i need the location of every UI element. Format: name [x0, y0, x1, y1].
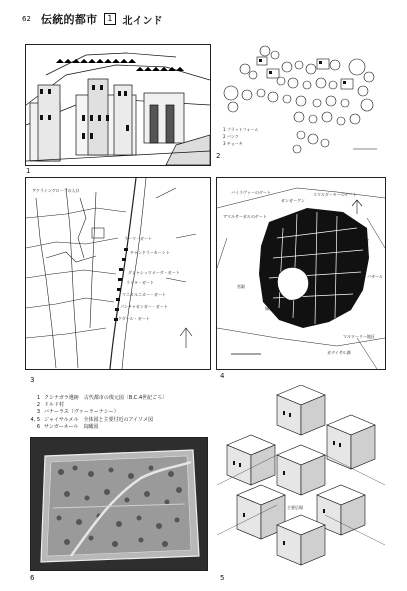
page-header: [22, 11, 163, 27]
figure-3-label-7: パンチャガンガー・ガート: [120, 304, 168, 309]
figure-1-number: 1: [26, 167, 31, 175]
figure-3-label-1: アクライングロープの入口: [32, 188, 80, 193]
caption-text: クシナガラ遺跡 古代都市の復元図〔B.C.4世紀ごろ〕: [44, 395, 168, 401]
figure-6-birds-eye-view: [30, 437, 208, 571]
page-number: 62: [22, 15, 31, 23]
figure-3-label-2: ラーマ・ガート: [124, 236, 152, 241]
figure-3-label-3: チャンドラーカーント: [130, 250, 170, 255]
figure-5-isometric-drawing: [216, 384, 386, 572]
figure-4-label-7: ジャイン寺院: [345, 238, 369, 243]
figure-3-label-6: マニカルニカー・ガート: [122, 292, 166, 297]
caption-text: バナーラス（ヴァーラーナシー）: [44, 409, 119, 416]
figure-4-town-plan: [216, 177, 386, 370]
figure-4-label-8: バザール: [367, 274, 383, 279]
caption-row: 1 クシナガラ遺跡 古代都市の復元図〔B.C.4世紀ごろ〕: [36, 395, 168, 401]
figure-3-number: 3: [30, 376, 35, 384]
caption-text: サンガーネール 鳥瞰図: [44, 423, 99, 430]
figure-3-city-map: [25, 177, 211, 370]
caption-row: 3 バナーラス（ヴァーラーナシー）: [36, 409, 119, 416]
figure-3-label-5: ラリタ・ガート: [126, 280, 154, 285]
figure-captions: [30, 395, 230, 431]
figure-2-legend-3: 3 チョーキ: [223, 141, 243, 146]
figure-4-label-5: ガデイサル湖: [327, 350, 351, 355]
figure-4-label-10: 宮殿: [237, 284, 245, 289]
caption-text: ジャイサルメル 全体図と主要付近のアイソメ図: [44, 416, 153, 423]
page-title: 伝統的都市: [40, 13, 98, 26]
figure-4-label-1: バイラヴァーのゲート: [231, 190, 271, 195]
figure-4-label-4: アマルサーガルのゲート: [223, 214, 267, 219]
figure-3-label-8: ケダール・ガート: [118, 316, 150, 321]
caption-row: 4, 5 ジャイサルメル 全体図と主要付近のアイソメ図: [30, 416, 153, 423]
figure-1-fortress-drawing: [25, 44, 211, 166]
figure-2-village-plan: [216, 44, 386, 160]
caption-row: 2 ドルド村: [36, 402, 65, 409]
figure-4-label-3: スマルダーキーのゲート: [313, 192, 357, 197]
figure-5-label-1: 主要広場: [287, 505, 303, 510]
figure-2-legend-1: 1 プラットフォーム: [223, 127, 259, 132]
figure-2-number: 2: [216, 152, 221, 160]
page-subtitle: 北インド: [122, 15, 163, 27]
section-number-box: 1: [104, 13, 115, 25]
figure-4-label-2: ガンガーグン: [281, 198, 305, 203]
figure-4-number: 4: [220, 372, 225, 380]
figure-6-number: 6: [30, 574, 35, 582]
figure-5-number: 5: [220, 574, 225, 582]
caption-row: 6 サンガーネール 鳥瞰図: [36, 423, 99, 430]
figure-2-legend-2: 2 バンク: [223, 134, 239, 139]
caption-text: ドルド村: [44, 402, 65, 409]
figure-4-label-6: 城塞: [265, 306, 273, 311]
figure-4-label-9: マルワーリー地区: [343, 334, 375, 339]
figure-3-label-4: ダシャシュワメーダ・ガート: [128, 270, 180, 275]
